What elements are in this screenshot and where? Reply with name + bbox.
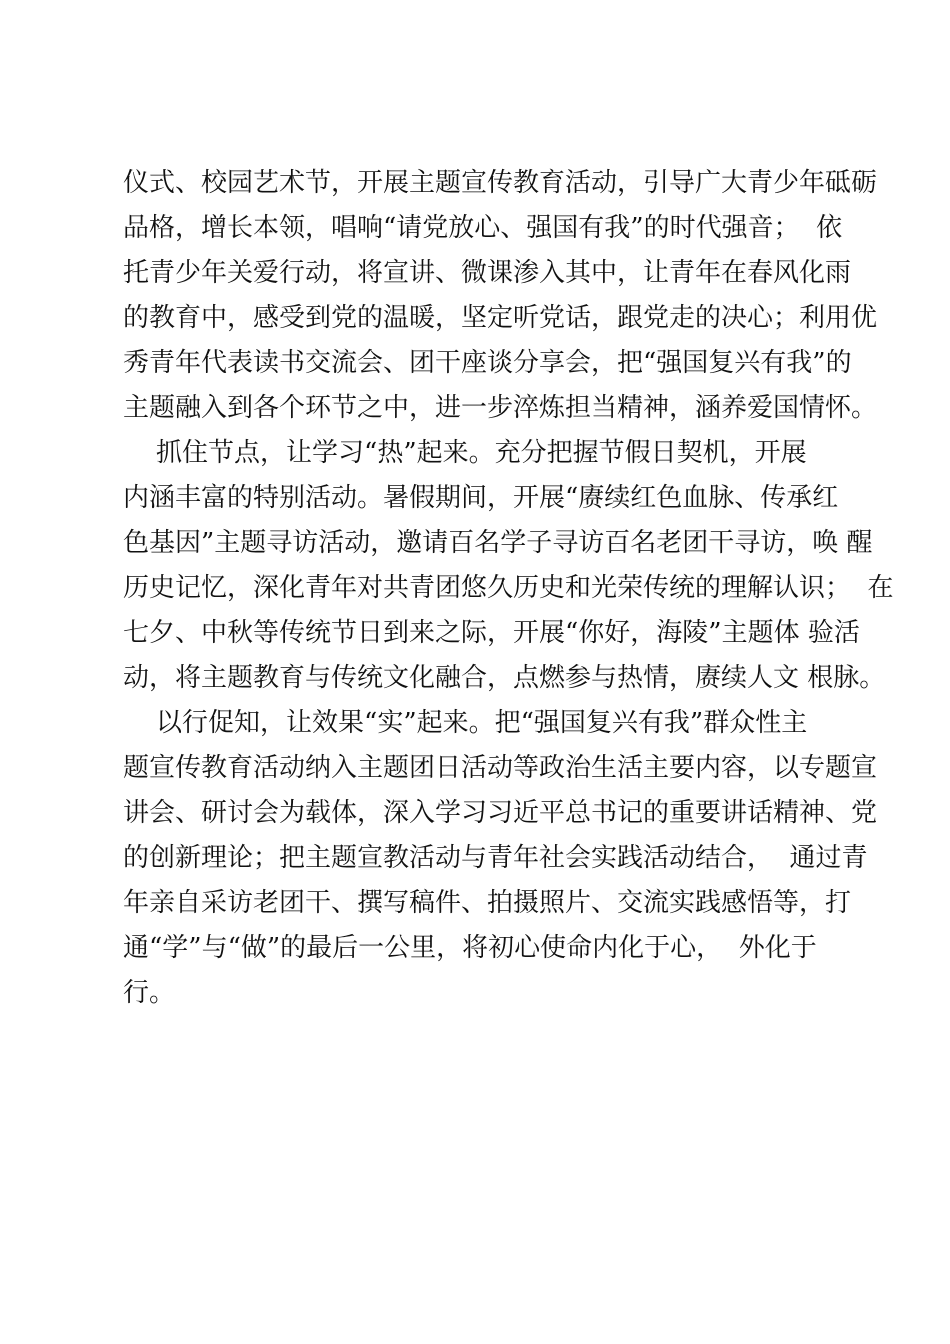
text-line: 的教育中，感受到党的温暖，坚定听党话，跟党走的决心；利用优 xyxy=(123,303,878,333)
text-line: 七夕、中秋等传统节日到来之际，开展“你好，海陵”主题体 验活 xyxy=(123,618,860,648)
text-line: 题宣传教育活动纳入主题团日活动等政治生活主要内容，以专题宣 xyxy=(123,753,878,783)
paragraph-start-line: 抓住节点，让学习“热”起来。充分把握节假日契机，开展 xyxy=(123,438,807,468)
text-line: 色基因”主题寻访活动，邀请百名学子寻访百名老团干寻访，唤 醒 xyxy=(123,528,873,558)
text-line: 秀青年代表读书交流会、团干座谈分享会，把“强国复兴有我”的 xyxy=(123,348,852,378)
text-line: 仪式、校园艺术节，开展主题宣传教育活动，引导广大青少年砥砺 xyxy=(123,168,878,198)
text-line: 年亲自采访老团干、撰写稿件、拍摄照片、交流实践感悟等，打 xyxy=(123,888,852,918)
text-line: 历史记忆，深化青年对共青团悠久历史和光荣传统的理解认识； 在 xyxy=(123,573,894,603)
text-line: 主题融入到各个环节之中，进一步淬炼担当精神，涵养爱国情怀。 xyxy=(123,393,878,423)
text-line: 行。 xyxy=(123,978,176,1008)
text-line: 托青少年关爱行动，将宣讲、微课渗入其中，让青年在春风化雨 xyxy=(123,258,852,288)
text-line: 动，将主题教育与传统文化融合，点燃参与热情，赓续人文 根脉。 xyxy=(123,663,886,693)
text-line: 讲会、研讨会为载体，深入学习习近平总书记的重要讲话精神、党 xyxy=(123,798,878,828)
text-line: 品格，增长本领，唱响“请党放心、强国有我”的时代强音； 依 xyxy=(123,213,843,243)
body-text xyxy=(123,161,894,1016)
text-line: 内涵丰富的特别活动。暑假期间，开展“赓续红色血脉、传承红 xyxy=(123,483,839,513)
text-line: 的创新理论；把主题宣教活动与青年社会实践活动结合， 通过青 xyxy=(123,843,868,873)
paragraph-start-line: 以行促知，让效果“实”起来。把“强国复兴有我”群众性主 xyxy=(123,708,808,738)
text-line: 通“学”与“做”的最后一公里，将初心使命内化于心， 外化于 xyxy=(123,933,817,963)
